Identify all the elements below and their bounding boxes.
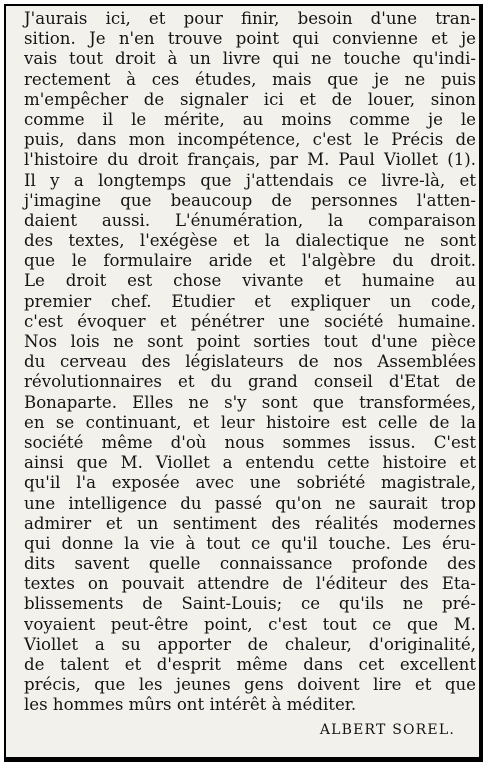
text-line: Viollet a su apporter de chaleur, d'originalité, [24, 634, 476, 654]
text-line: révolutionnaires et du grand conseil d'Etat de [24, 372, 476, 392]
text-line: premier chef. Etudier et expliquer un code, [24, 291, 476, 311]
text-line: qu'il l'a exposée avec une sobriété magistrale, [24, 473, 476, 493]
text-line: c'est évoquer et pénétrer une société humaine. [24, 311, 476, 331]
author-signature: ALBERT SOREL. [319, 722, 455, 738]
text-line: que le formulaire aride et l'algèbre du droit. [24, 251, 476, 271]
text-line: précis, que les jeunes gens doivent lire et que [24, 675, 476, 695]
text-line: m'empêcher de signaler ici et de louer, sinon [24, 89, 476, 109]
text-line: l'histoire du droit français, par M. Paul Viollet (1). [24, 150, 476, 170]
text-line: J'aurais ici, et pour finir, besoin d'une tran- [24, 9, 476, 28]
text-line: sition. Je n'en trouve point qui convienne et je [24, 29, 476, 49]
article-body [24, 9, 476, 716]
text-line: du cerveau des législateurs de nos Assemblées [24, 352, 476, 372]
text-line: rectement à ces études, mais que je ne puis [24, 69, 476, 89]
text-line: Il y a longtemps que j'attendais ce livre-là, et [24, 170, 476, 190]
text-line: puis, dans mon incompétence, c'est le Précis de [24, 130, 476, 150]
text-line: j'imagine que beaucoup de personnes l'atten- [24, 190, 476, 210]
text-line: les hommes mûrs ont intérêt à méditer. [24, 695, 357, 715]
text-line: en se continuant, et leur histoire est celle de la [24, 412, 476, 432]
text-line: dits savent quelle connaissance profonde des [24, 554, 476, 574]
text-line: blissements de Saint-Louis; ce qu'ils ne pré- [24, 594, 476, 614]
text-line: Bonaparte. Elles ne s'y sont que transformées, [24, 392, 476, 412]
text-line: Nos lois ne sont point sorties tout d'une pièce [24, 332, 476, 351]
text-line: qui donne la vie à tout ce qu'il touche. Les éru- [24, 533, 476, 553]
text-line: Le droit est chose vivante et humaine au [24, 271, 476, 291]
text-line: une intelligence du passé qu'on ne saurait trop [24, 493, 476, 513]
text-line: de talent et d'esprit même dans cet excellent [24, 655, 476, 674]
text-line: ainsi que M. Viollet a entendu cette histoire et [24, 453, 476, 473]
text-line: daient aussi. L'énumération, la comparaison [24, 210, 476, 230]
text-line: des textes, l'exégèse et la dialectique ne sont [24, 231, 476, 251]
text-line: admirer et un sentiment des réalités modernes [24, 513, 476, 533]
text-line: société même d'où nous sommes issus. C'est [24, 432, 476, 452]
text-line: vais tout droit à un livre qui ne touche qu'indi- [24, 49, 476, 69]
text-line: voyaient peut-être point, c'est tout ce que M. [24, 614, 476, 634]
text-line: comme il le mérite, au moins comme je le [24, 109, 476, 129]
text-line: textes on pouvait attendre de l'éditeur des Eta- [24, 574, 476, 594]
